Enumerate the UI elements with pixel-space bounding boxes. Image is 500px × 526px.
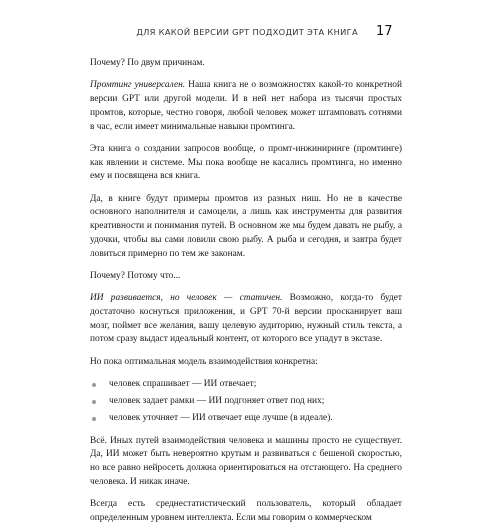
list-item [90,412,402,426]
paragraph: Да, в книге будут примеры промтов из разных ниш. Но не в качестве основного наполнителя и самоцели, а лишь как инструменты для развития креативности и понимания путей. В основном же мы будем давать не рыбу, а удочки, чтобы вы сами ловили свою рыбу. А рыба и сегодня, и завтра будет ловиться примерно по тем же законам. [90,193,402,259]
list-item-text: человек уточняет — ИИ отвечает еще лучше (в идеале). [109,413,333,424]
page-number: 17 [376,24,393,39]
paragraph-text: Возможно, когда-то будет достаточно коснуться приложения, и GPT 70-й версии просканирует ваш мозг, поймет все желания, вашу целевую аудиторию, нужный стиль текста, а потом сразу выдаст идеальный контент, от которого все упадут в экстазе. [90,293,403,345]
list-item-text: человек спрашивает — ИИ отвечает; [109,378,257,389]
paragraph: Эта книга о создании запросов вообще, о промт-инжиниринге (промтинге) как явлении и системе. Мы пока вообще не касались промтинга, но именно ему и посвящена вся книга. [90,143,402,182]
emphasis: ИИ развивается, но человек — статичен. [90,293,283,303]
paragraph [90,79,402,134]
bullet-dot-icon [92,417,96,421]
list-item-text: человек задает рамки — ИИ подгоняет ответ под них; [109,396,325,407]
list-item [90,378,402,392]
body-text [90,57,402,526]
bullet-dot-icon [92,400,96,404]
bullet-list [90,378,402,426]
paragraph [90,292,402,347]
paragraph: Почему? По двум причинам. [90,58,205,68]
paragraph: Но пока оптимальная модель взаимодействия конкретна: [90,356,318,367]
bullet-dot-icon [92,383,96,387]
paragraph: Всегда есть среднестатистический пользователь, который обладает определенным уровнем интеллекта. Если мы говорим о коммерческом [90,499,402,523]
emphasis: Промтинг универсален. [90,80,186,91]
chapter-title: ДЛЯ КАКОЙ ВЕРСИИ GPT ПОДХОДИТ ЭТА КНИГА [136,27,358,37]
running-header [0,24,500,40]
list-item [90,395,402,409]
paragraph: Всё. Иных путей взаимодействия человека и машины просто не существует. Да, ИИ может быть невероятно крутым и развиваться с бешеной скоростью, но все равно нейросеть должна ориентироваться на отстающего. На среднего человека. И никак иначе. [90,435,402,487]
paragraph-text: Наша книга не о возможностях какой-то конкретной версии GPT или другой модели. И в ней нет набора из тысячи простых промтов, которые, честно говоря, любой человек может штамповать сотнями в час, если имеет минимальные навыки промтинга. [90,80,402,132]
paragraph: Почему? Потому что... [90,270,181,281]
